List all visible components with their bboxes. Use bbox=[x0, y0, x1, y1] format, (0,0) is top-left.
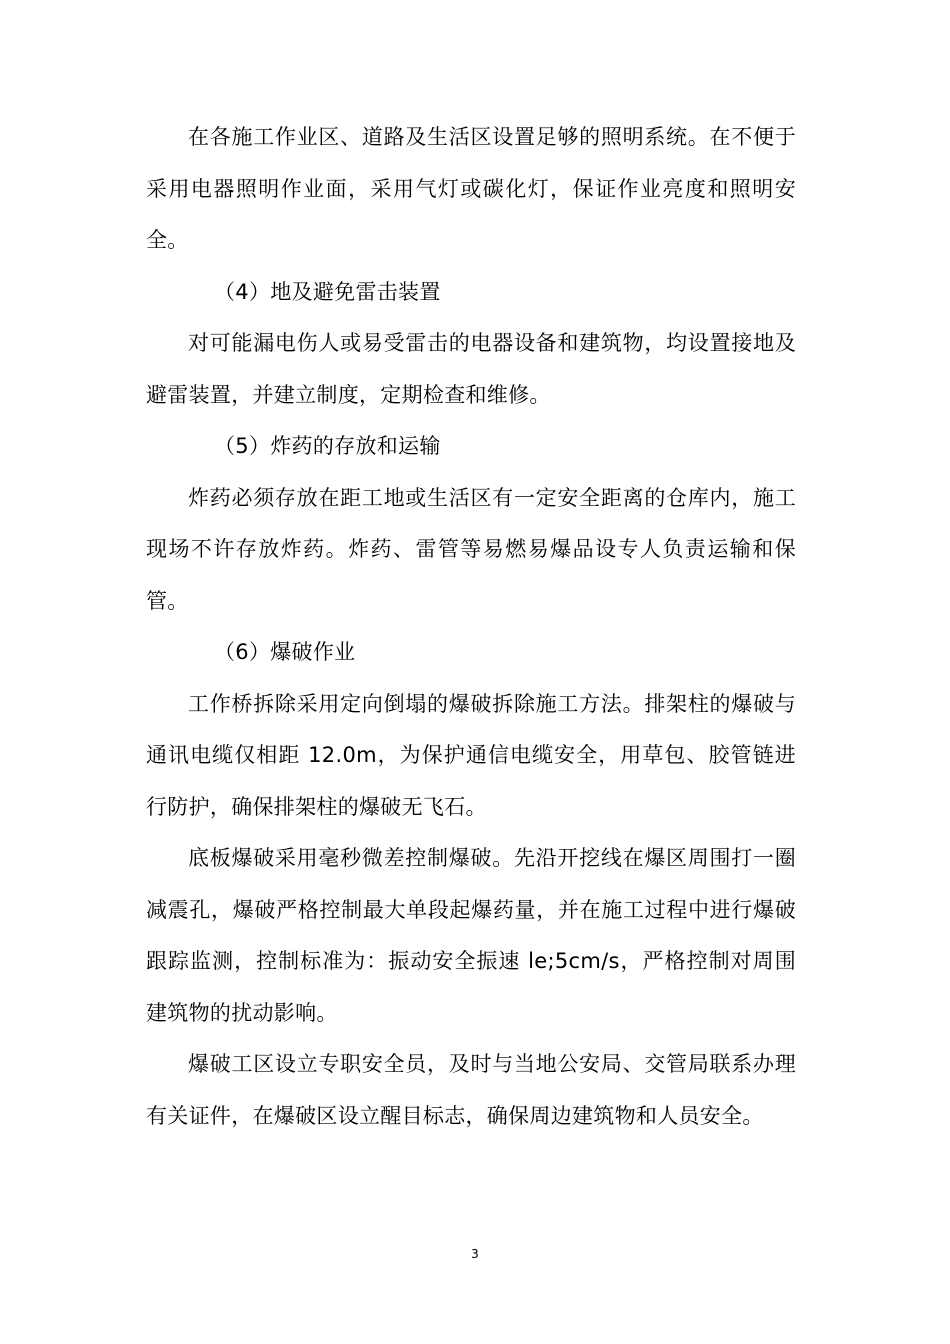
heading-blasting-work: （6）爆破作业 bbox=[214, 640, 356, 664]
paragraph-safety-officer: 爆破工区设立专职安全员，及时与当地公安局、交管局联系办理有关证件，在爆破区设立醒目标志，确保周边建筑物和人员安全。 bbox=[146, 1052, 796, 1128]
paragraph-grounding: 对可能漏电伤人或易受雷击的电器设备和建筑物，均设置接地及避雷装置，并建立制度，定期检查和维修。 bbox=[146, 331, 796, 407]
heading-explosive-storage: （5）炸药的存放和运输 bbox=[214, 434, 441, 458]
heading-lightning-protection: （4）地及避免雷击装置 bbox=[214, 279, 441, 304]
paragraph-bridge-demolition: 工作桥拆除采用定向倒塌的爆破拆除施工方法。排架柱的爆破与通讯电缆仅相距 12.0m，为保护通信电缆安全，用草包、胶管链进行防护，确保排架柱的爆破无飞石。 bbox=[146, 691, 796, 819]
paragraph-lighting: 在各施工作业区、道路及生活区设置足够的照明系统。在不便于采用电器照明作业面，采用气灯或碳化灯，保证作业亮度和照明安全。 bbox=[146, 125, 796, 252]
page-content bbox=[146, 112, 796, 1142]
page-number: 3 bbox=[471, 1247, 479, 1261]
paragraph-explosive-storage: 炸药必须存放在距工地或生活区有一定安全距离的仓库内，施工现场不许存放炸药。炸药、雷管等易燃易爆品设专人负责运输和保管。 bbox=[146, 485, 796, 613]
paragraph-floor-blasting: 底板爆破采用毫秒微差控制爆破。先沿开挖线在爆区周围打一圈减震孔，爆破严格控制最大单段起爆药量，并在施工过程中进行爆破跟踪监测，控制标准为：振动安全振速 le;5cm/s，严格控制对周围建筑物的扰动影响。 bbox=[146, 846, 796, 1025]
